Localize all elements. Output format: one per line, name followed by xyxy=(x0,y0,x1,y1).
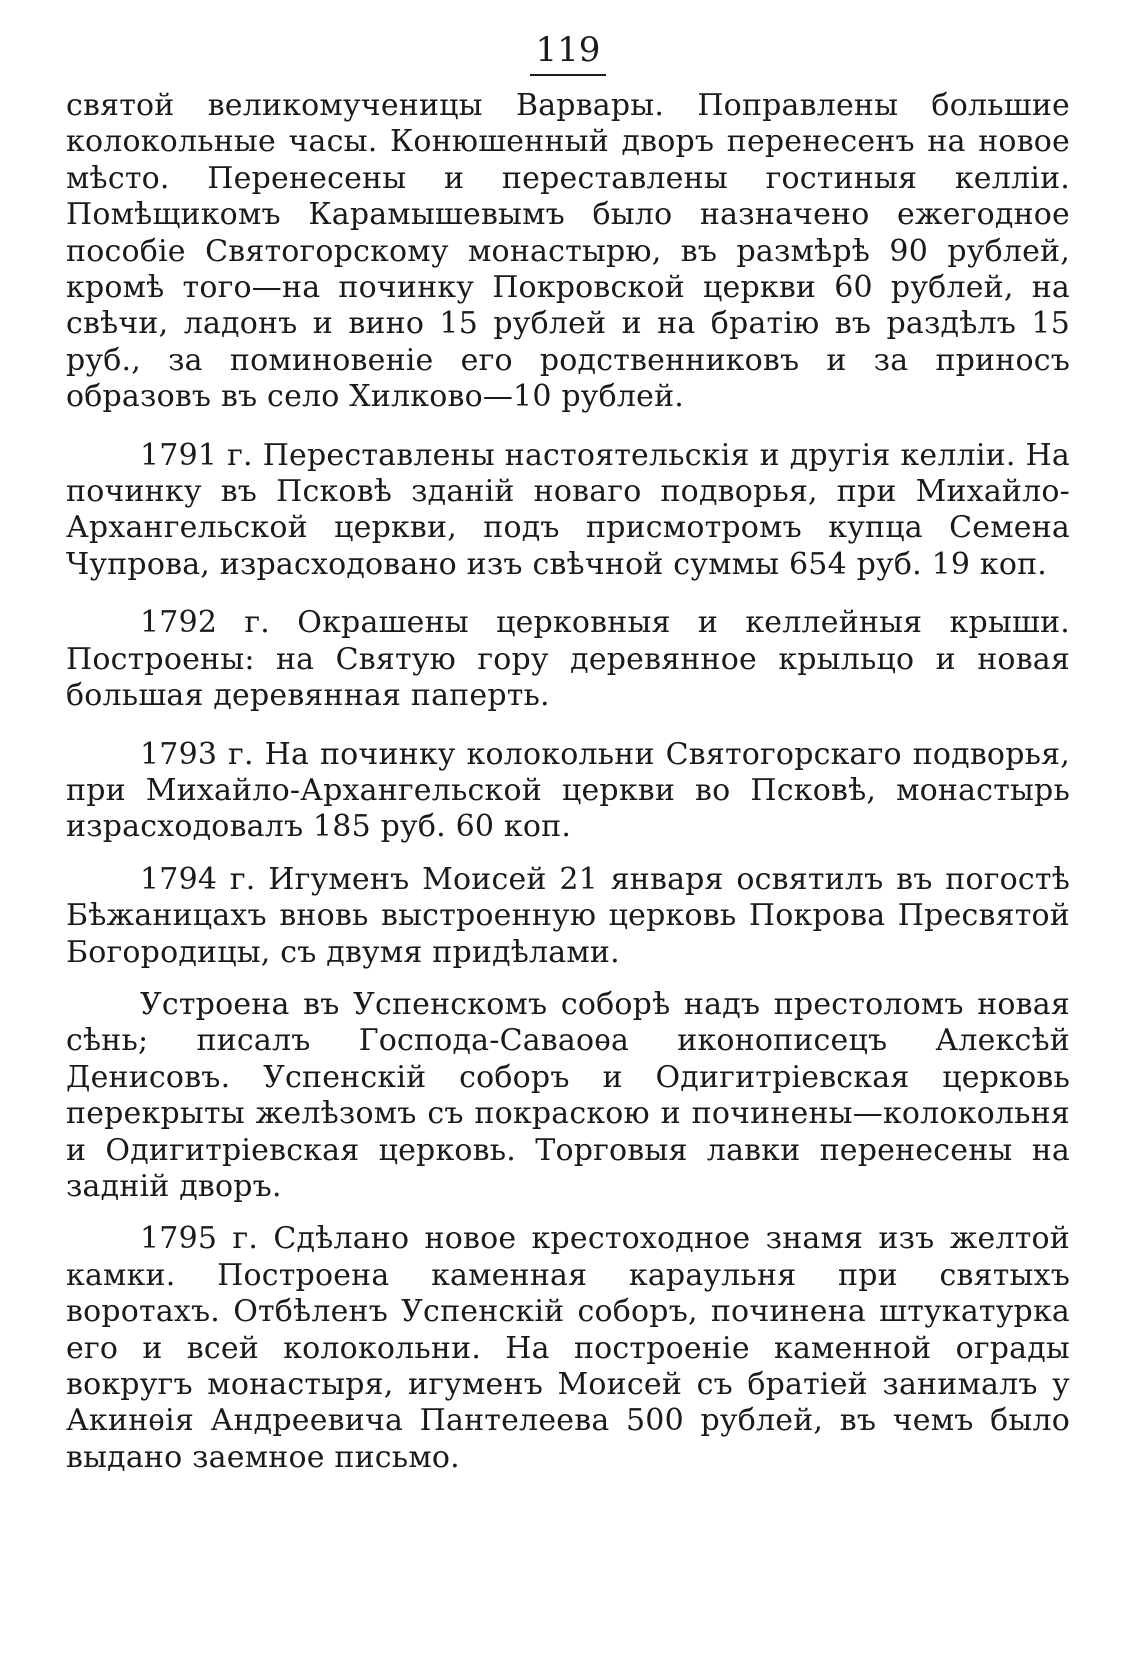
paragraph-1793: 1793 г. На починку колокольни Святогорскаго подворья, при Михайло-Архангельской церкви во Псковѣ, монастырь израсходовалъ 185 руб. 60 коп. xyxy=(66,736,1070,845)
paragraph-continuation: святой великомученицы Варвары. Поправлены большие колокольные часы. Конюшенный дворъ перенесенъ на новое мѣсто. Перенесены и переставлены гостиныя келліи. Помѣщикомъ Карамышевымъ было назначено ежегодное пособіе Святогорскому монастырю, въ размѣрѣ 90 рублей, кромѣ того—на починку Покровской церкви 60 рублей, на свѣчи, ладонъ и вино 15 рублей и на братію въ раздѣлъ 15 руб., за поминовеніе его родственниковъ и за приносъ образовъ въ село Хилково—10 рублей. xyxy=(66,88,1070,415)
page-number: 119 xyxy=(66,28,1070,76)
paragraph-1794: 1794 г. Игуменъ Моисей 21 января освятилъ въ погостѣ Бѣжаницахъ вновь выстроенную церковь Покрова Пресвятой Богородицы, съ двумя придѣлами. xyxy=(66,861,1070,970)
paragraph-1792: 1792 г. Окрашены церковныя и келлейныя крыши. Построены: на Святую гору деревянное крыльцо и новая большая деревянная паперть. xyxy=(66,605,1070,714)
paragraph-1794-cont: Устроена въ Успенскомъ соборѣ надъ престоломъ новая сѣнь; писалъ Господа-Саваоѳа иконописецъ Алексѣй Денисовъ. Успенскій соборъ и Одигитріевская церковь перекрыты желѣзомъ съ покраскою и починены—колокольня и Одигитріевская церковь. Торговыя лавки перенесены на задній дворъ. xyxy=(66,986,1070,1204)
paragraph-1795: 1795 г. Сдѣлано новое крестоходное знамя изъ желтой камки. Построена каменная караульня при святыхъ воротахъ. Отбѣленъ Успенскій соборъ, починена штукатурка его и всей колокольни. На построеніе каменной ограды вокругъ монастыря, игуменъ Моисей съ братіей занималъ у Акинѳія Андреевича Пантелеева 500 рублей, въ чемъ было выдано заемное письмо. xyxy=(66,1221,1070,1475)
paragraph-1791: 1791 г. Переставлены настоятельскія и другія келліи. На починку въ Псковѣ зданій новаго подворья, при Михайло-Архангельской церкви, подъ присмотромъ купца Семена Чупрова, израсходовано изъ свѣчной суммы 654 руб. 19 коп. xyxy=(66,437,1070,582)
book-page xyxy=(66,28,1070,1498)
